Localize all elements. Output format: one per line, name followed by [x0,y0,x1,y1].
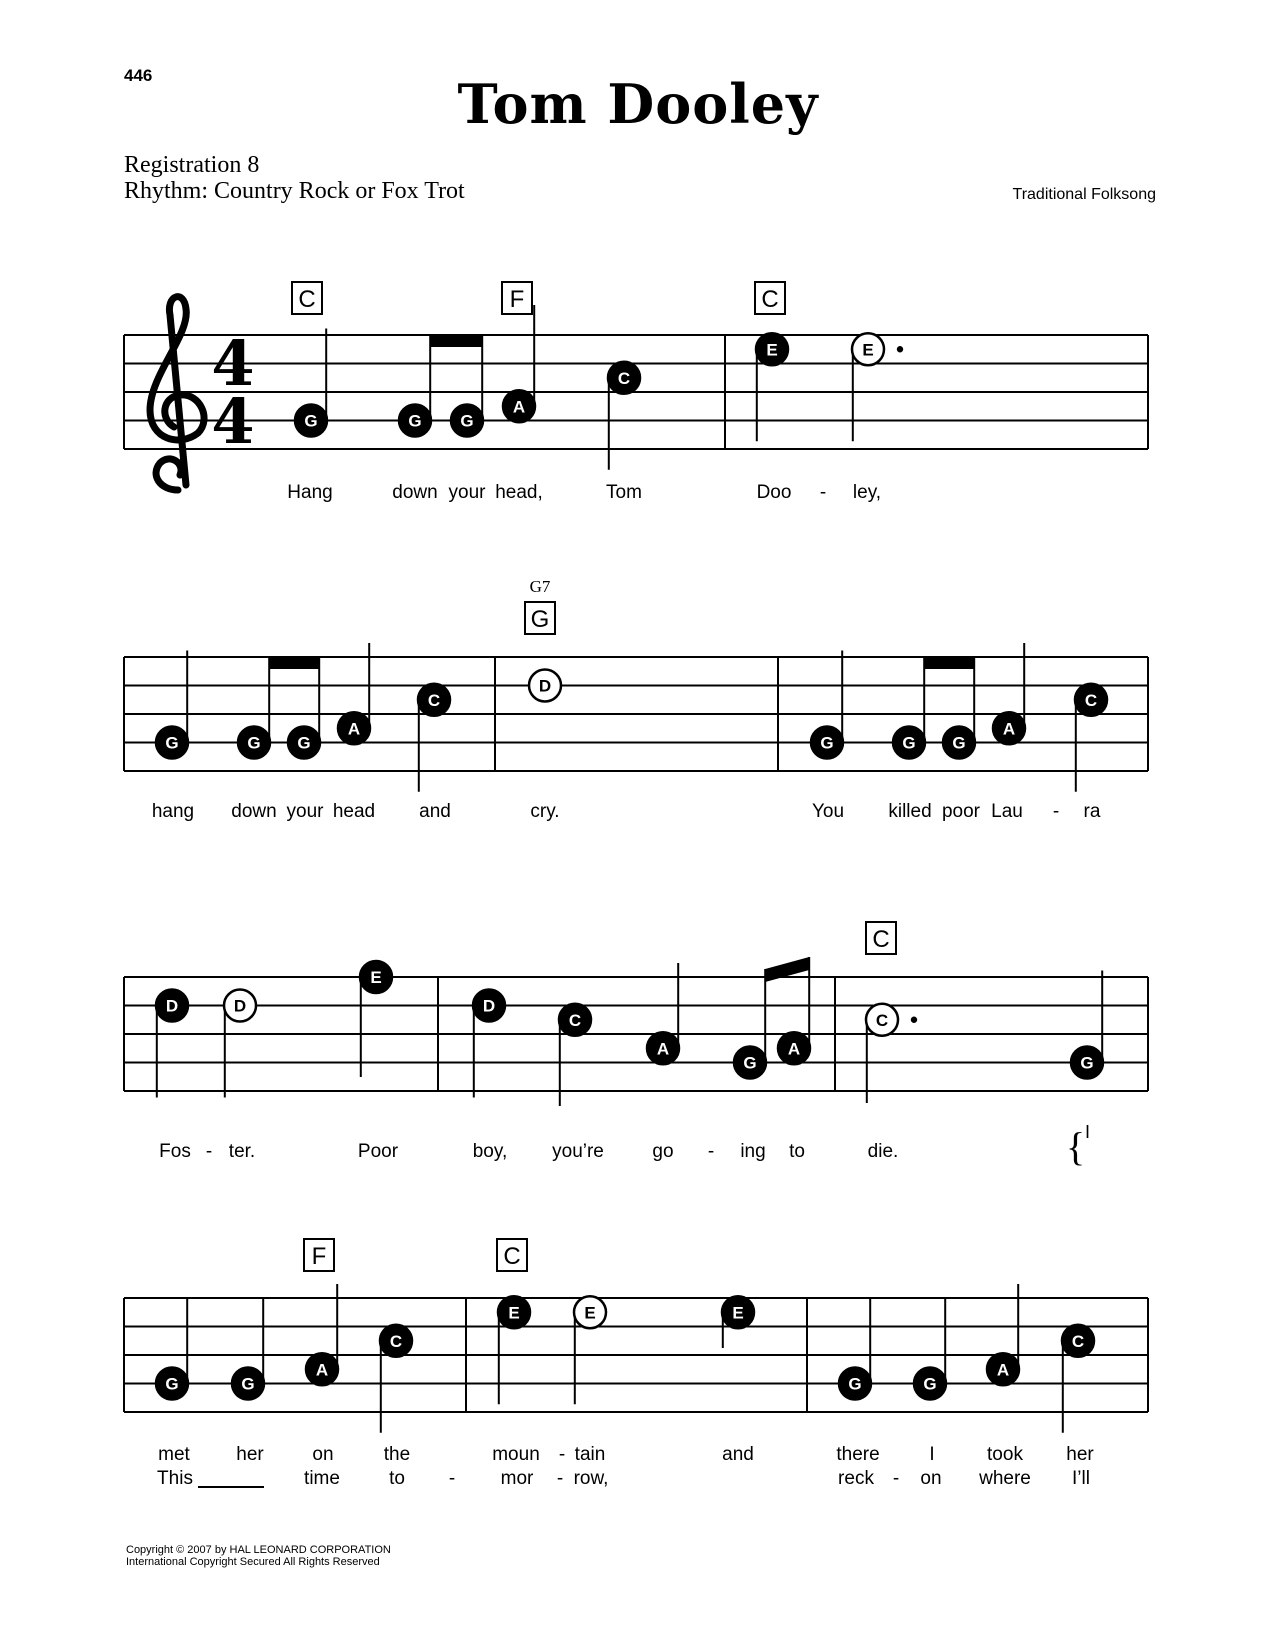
lyric-verse-2: to [389,1468,405,1489]
staff-3 [124,977,1148,1091]
staff-1 [124,335,1148,449]
note-a [987,1284,1019,1385]
note-letter: E [862,340,874,360]
note-letter: G [902,733,916,753]
lyric-syllable: Hang [287,482,333,503]
note-c [418,684,450,792]
chord-letter: C [298,286,316,313]
lyric-verse-2: row, [573,1468,609,1489]
note-a [647,963,679,1064]
lyric-syllable: her [236,1444,264,1465]
time-signature-bottom: 4 [211,385,255,458]
beam [924,656,974,669]
lyric-syllable: Tom [606,482,642,503]
staff-2 [124,657,1148,771]
registration-label: Registration 8 [124,152,260,178]
note-c [1062,1325,1094,1433]
note-g [451,336,483,437]
chord-symbol-c [866,922,896,954]
margin-mark [1066,1122,1090,1169]
note-g [295,329,327,437]
note-letter: G [241,1374,255,1394]
lyric-syllable: - [205,1141,213,1162]
note-letter: C [875,1010,889,1030]
note-letter: D [482,996,496,1016]
note-letter: E [766,340,778,360]
augmentation-dot [897,346,903,352]
note-g [288,658,320,759]
note-letter: C [568,1010,582,1030]
note-a [338,643,370,744]
lyric-syllable: ing [740,1141,766,1162]
beam [765,957,809,982]
lyric-syllable: on [312,1444,334,1465]
note-d [156,990,188,1098]
note-letter: A [315,1360,329,1380]
note-letter: D [233,996,247,1016]
note-letter: C [1071,1331,1085,1351]
lyric-syllable: your [448,482,486,503]
note-letter: A [996,1360,1010,1380]
chord-symbol-g [525,577,555,634]
lyric-syllable: go [652,1141,674,1162]
note-d [473,990,505,1098]
lyric-syllable: you’re [552,1141,604,1162]
chord-letter: G [530,606,550,633]
note-e [574,1296,606,1404]
chord-letter: C [761,286,779,313]
note-letter: G [408,411,422,431]
note-g [232,1298,264,1400]
note-letter: G [460,411,474,431]
note-letter: G [297,733,311,753]
lyric-verse-2: mor [500,1468,534,1489]
lyric-syllable: down [392,482,438,503]
note-letter: G [820,733,834,753]
chord-letter: F [311,1243,327,1270]
lyric-verse-2: where [979,1468,1031,1489]
lyric-syllable: I [929,1444,935,1465]
page-number: 446 [124,66,153,85]
lyric-verse-2: - [556,1468,564,1489]
note-letter: G [923,1374,937,1394]
note-e [756,333,788,441]
note-letter: A [512,397,526,417]
note-letter: A [656,1039,670,1059]
note-g [839,1298,871,1400]
lyric-syllable: Doo [756,482,792,503]
copyright-notice [126,1544,391,1568]
note-letter: C [389,1331,403,1351]
chord-symbol-c [292,282,322,314]
lyric-syllable: moun [492,1444,540,1465]
note-letter: D [165,996,179,1016]
note-a [306,1284,338,1385]
note-letter: A [347,719,361,739]
lyric-syllable: boy, [472,1141,508,1162]
note-g [943,658,975,759]
lyric-verse-2: reck [838,1468,874,1489]
lyric-syllable: and [722,1444,754,1465]
beam [430,334,482,347]
song-title: Tom Dooley [457,72,819,136]
lyric-syllable: head, [495,482,543,503]
lyric-syllable: cry. [530,801,560,822]
note-letter: G [848,1374,862,1394]
chord-symbol-f [502,282,532,314]
note-d [224,990,256,1098]
note-g [893,658,925,759]
lyric-verse-2: This [157,1468,193,1489]
note-g [156,1298,188,1400]
lyric-syllable: hang [151,801,195,822]
note-c [1075,684,1107,792]
lyric-syllable: took [987,1444,1023,1465]
chord-symbol-c [497,1239,527,1271]
lyric-syllable: Lau [991,801,1023,822]
note-g [399,336,431,437]
note-letter: G [165,733,179,753]
augmentation-dot [911,1017,917,1023]
note-letter: E [584,1303,596,1323]
lyric-syllable: killed [888,801,932,822]
lyric-syllable: ra [1083,801,1101,822]
note-c [608,362,640,470]
note-letter: G [165,1374,179,1394]
note-letter: E [508,1303,520,1323]
lyric-syllable: down [231,801,277,822]
lyric-syllable: met [158,1444,190,1465]
lyric-syllable: ley, [852,482,882,503]
note-d [529,670,561,702]
note-g [811,651,843,759]
lyric-syllable: there [836,1444,880,1465]
note-letter: C [427,690,441,710]
lyric-verse-2: - [892,1468,900,1489]
lyric-syllable: and [419,801,451,822]
note-e [498,1296,530,1404]
lyric-syllable: Poor [357,1141,399,1162]
lyric-verse-2: I’ll [1072,1468,1090,1489]
chord-letter: C [503,1243,521,1270]
note-e [360,961,392,1077]
treble-clef-icon [150,297,255,490]
lyric-syllable: to [789,1141,805,1162]
note-letter: C [1084,690,1098,710]
note-c [380,1325,412,1433]
lyric-syllable: die. [867,1141,899,1162]
lyric-syllable: - [558,1444,566,1465]
note-g [914,1298,946,1400]
chord-symbol-f [304,1239,334,1271]
lyric-syllable: - [819,482,827,503]
lyric-verse-2: on [920,1468,942,1489]
lyric-syllable: her [1066,1444,1094,1465]
note-c [866,1004,917,1103]
note-letter: E [732,1303,744,1323]
lyric-syllable: - [1052,801,1060,822]
lyric-syllable: poor [941,801,981,822]
lyric-syllable: head [332,801,376,822]
rhythm-label: Rhythm: Country Rock or Fox Trot [124,178,465,204]
lyric-verse-2: time [304,1468,340,1489]
lyric-syllable: tain [574,1444,606,1465]
lyric-syllable: your [286,801,324,822]
note-letter: D [538,676,552,696]
lyric-syllable: ter. [228,1141,256,1162]
note-a [993,643,1025,744]
brace: { [1066,1124,1086,1169]
margin-letter: I [1085,1122,1091,1142]
lyric-verse-2: - [448,1468,456,1489]
note-e [852,333,903,441]
lyric-syllable: You [811,801,845,822]
note-g [734,969,766,1079]
chord-symbol-c [755,282,785,314]
chord-letter: C [872,926,890,953]
note-letter: A [1002,719,1016,739]
lyric-syllable: Fos [159,1141,191,1162]
note-letter: E [370,968,382,987]
note-g [156,651,188,759]
note-letter: G [1080,1053,1094,1073]
lyric-syllable: the [383,1444,411,1465]
note-e [722,1296,754,1348]
lyric-syllable: - [707,1141,715,1162]
note-letter: C [617,368,631,388]
time-signature-top: 4 [211,327,255,400]
note-letter: G [952,733,966,753]
note-letter: G [743,1053,757,1073]
copyright-line-1: Copyright © 2007 by HAL LEONARD CORPORATION [126,1544,391,1556]
note-letter: A [787,1039,801,1059]
note-letter: G [304,411,318,431]
chord-letter: F [509,286,525,313]
note-letter: G [247,733,261,753]
chord-name: G7 [529,577,551,596]
note-g [1071,971,1103,1079]
composer-credit: Traditional Folksong [1012,186,1156,203]
note-g [238,658,270,759]
beam [269,656,319,669]
copyright-line-2: International Copyright Secured All Rights Reserved [126,1556,380,1568]
